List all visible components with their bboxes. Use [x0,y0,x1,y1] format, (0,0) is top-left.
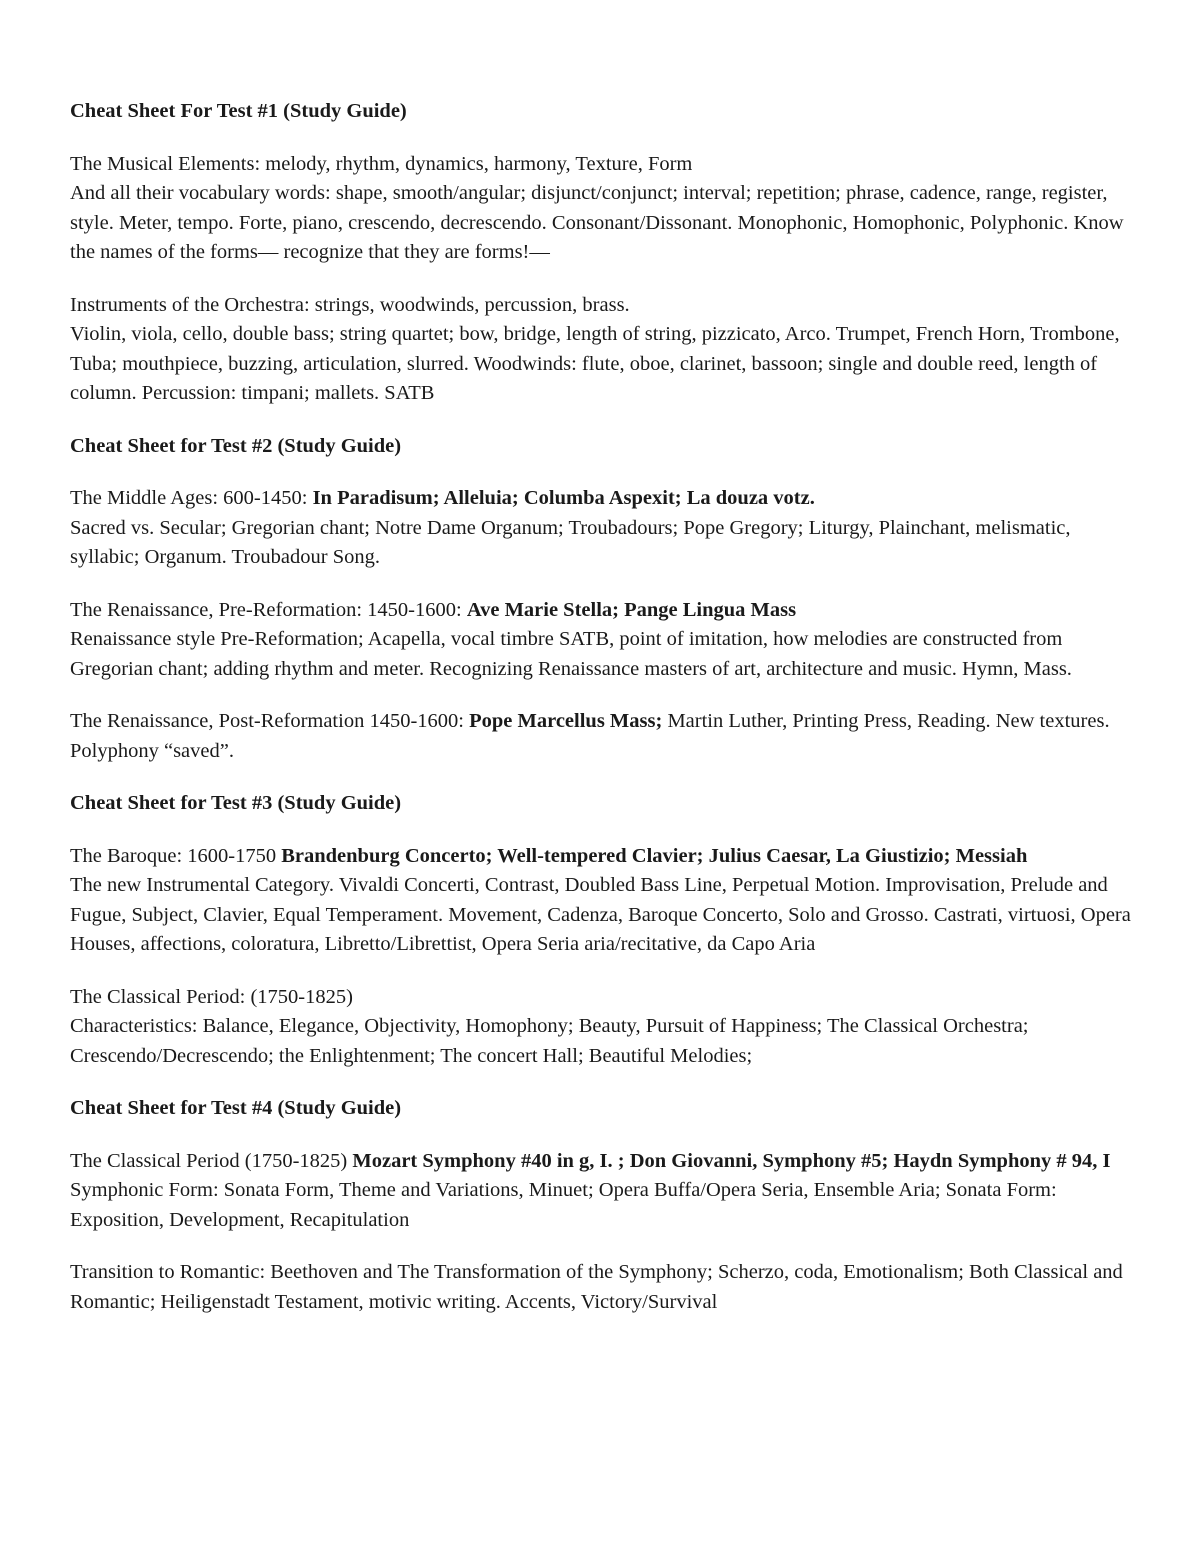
era-label: The Renaissance, Post-Reformation 1450-1600: [70,710,470,732]
paragraph-line: Sacred vs. Secular; Gregorian chant; Notre Dame Organum; Troubadours; Pope Gregory; Liturgy, Plainchant, melismatic, syllabic; Organum. Troubadour Song. [70,516,1071,568]
paragraph-line: The Classical Period: (1750-1825) [70,985,353,1008]
paragraph [70,484,1140,573]
section-test-3 [70,789,1140,1071]
paragraph-line [70,842,1140,872]
paragraph-line: Renaissance style Pre-Reformation; Acapella, vocal timbre SATB, point of imitation, how melodies are constructed from Gregorian chant; adding rhythm and meter. Recognizing Renaissance masters of art, architecture and music. Hymn, Mass. [70,628,1072,680]
section-heading: Cheat Sheet for Test #3 (Study Guide) [70,792,402,814]
document-page [70,97,1140,1317]
repertoire-list: In Paradisum; Alleluia; Columba Aspexit; La douza votz. [312,487,815,509]
era-label: The Middle Ages: 600-1450: [70,487,313,509]
paragraph-line: Symphonic Form: Sonata Form, Theme and Variations, Minuet; Opera Buffa/Opera Seria, Ensemble Aria; Sonata Form: Exposition, Development, Recapitulation [70,1179,1057,1231]
section-heading: Cheat Sheet for Test #4 (Study Guide) [70,1097,402,1119]
paragraph-line [70,707,1140,766]
paragraph [70,596,1140,685]
paragraph [70,1147,1140,1236]
paragraph [70,707,1140,766]
paragraph [70,150,1140,268]
paragraph-line: Characteristics: Balance, Elegance, Objectivity, Homophony; Beauty, Pursuit of Happiness; The Classical Orchestra; Crescendo/Decrescendo; the Enlightenment; The concert Hall; Beautiful Melodies; [70,1015,1029,1067]
repertoire-list: Mozart Symphony #40 in g, I. ; Don Giovanni, Symphony #5; Haydn Symphony # 94, I [352,1149,1111,1172]
paragraph-line: Instruments of the Orchestra: strings, woodwinds, percussion, brass. [70,293,630,316]
section-test-4 [70,1094,1140,1317]
repertoire-list: Ave Marie Stella; Pange Lingua Mass [466,598,797,621]
paragraph-line [70,484,1140,514]
paragraph [70,983,1140,1072]
repertoire-list: Pope Marcellus Mass; [469,710,663,732]
repertoire-list: Brandenburg Concerto; Well-tempered Clavier; Julius Caesar, La Giustizio; Messiah [281,844,1028,867]
paragraph [70,291,1140,409]
paragraph-line: And all their vocabulary words: shape, smooth/angular; disjunct/conjunct; interval; repetition; phrase, cadence, range, register, style. Meter, tempo. Forte, piano, crescendo, decrescendo. Consonant/Dissonant. Monophonic, Homophonic, Polyphonic. Know the names of the forms— recognize that they are forms!— [70,182,1124,263]
era-label: The Renaissance, Pre-Reformation: 1450-1600: [70,598,467,621]
paragraph-line: Transition to Romantic: Beethoven and The Transformation of the Symphony; Scherzo, coda, Emotionalism; Both Classical and Romantic; Heiligenstadt Testament, motivic writing. Accents, Victory/Survival [70,1261,1123,1313]
paragraph [70,1258,1140,1317]
paragraph-line: The Musical Elements: melody, rhythm, dynamics, harmony, Texture, Form [70,152,693,175]
paragraph-line: Violin, viola, cello, double bass; string quartet; bow, bridge, length of string, pizzicato, Arco. Trumpet, French Horn, Trombone, Tuba; mouthpiece, buzzing, articulation, slurred. Woodwinds: flute, oboe, clarinet, bassoon; single and double reed, length of column. Percussion: timpani; mallets. SATB [70,323,1120,404]
paragraph-line [70,596,1140,626]
section-test-1 [70,97,1140,409]
paragraph-line [70,1147,1140,1177]
paragraph-line: The new Instrumental Category. Vivaldi Concerti, Contrast, Doubled Bass Line, Perpetual Motion. Improvisation, Prelude and Fugue, Subject, Clavier, Equal Temperament. Movement, Cadenza, Baroque Concerto, Solo and Grosso. Castrati, virtuosi, Opera Houses, affections, coloratura, Libretto/Librettist, Opera Seria aria/recitative, da Capo Aria [70,874,1131,955]
paragraph [70,842,1140,960]
era-label: The Baroque: 1600-1750 [70,844,282,867]
paragraph-text: Martin Luther, Printing Press, Reading. New textures. Polyphony “saved”. [70,710,1110,762]
era-label: The Classical Period (1750-1825) [70,1149,353,1172]
section-test-2 [70,432,1140,767]
section-heading: Cheat Sheet For Test #1 (Study Guide) [70,100,407,122]
section-heading: Cheat Sheet for Test #2 (Study Guide) [70,434,402,457]
